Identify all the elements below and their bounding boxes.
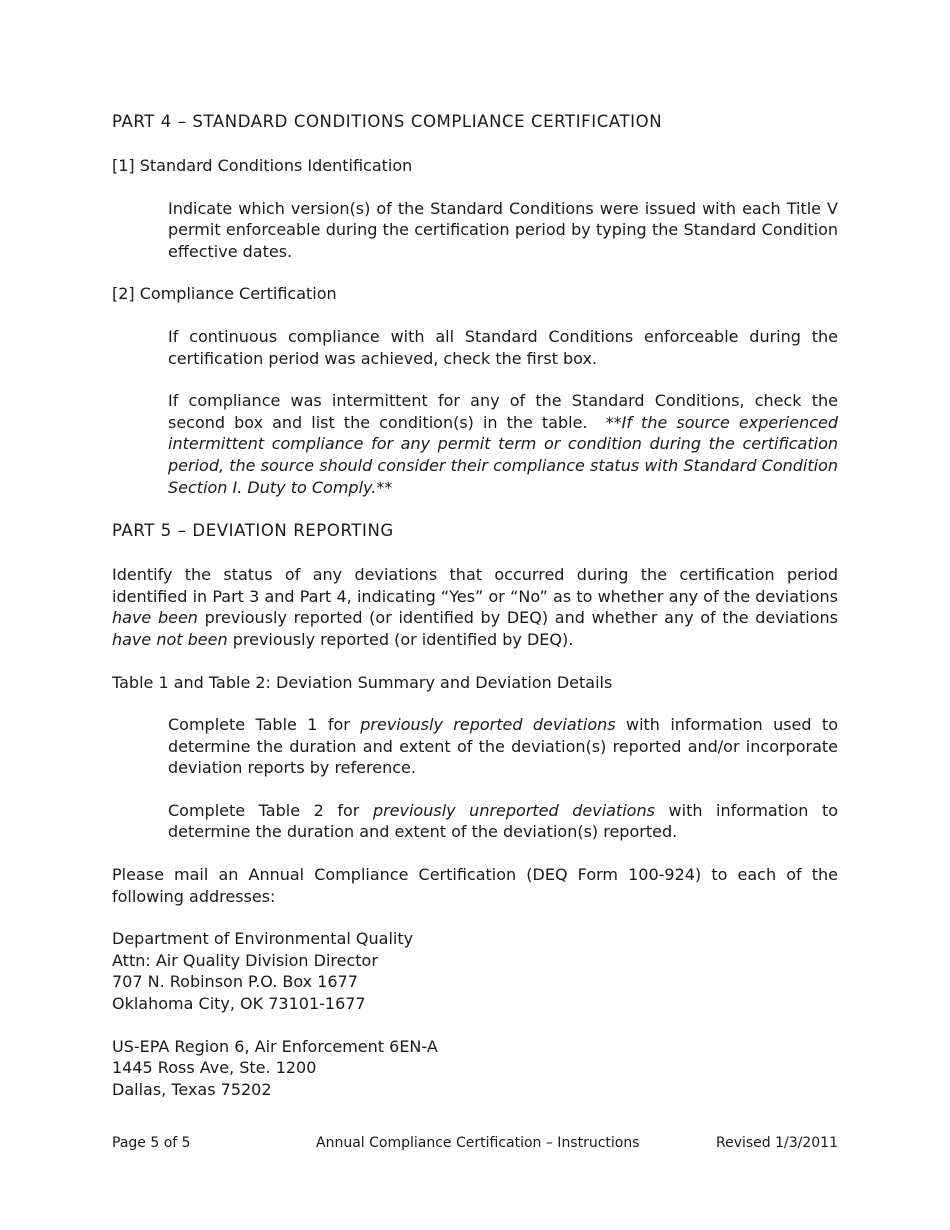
address-line: Dallas, Texas 75202 — [112, 1079, 272, 1099]
deviation-tables-title: Table 1 and Table 2: Deviation Summary and Deviation Details — [112, 672, 613, 692]
deviation-intro-e: previously reported (or identified by DEQ). — [232, 629, 574, 649]
part4-heading: PART 4 – STANDARD CONDITIONS COMPLIANCE CERTIFICATION — [112, 112, 663, 131]
table2-text-a: Complete Table 2 for — [168, 800, 360, 820]
epa-address — [112, 1036, 838, 1101]
compliance-certification-text-2-italic: **If the source experienced intermittent compliance for any permit term or condition during the certification period, the source should consider their compliance status with Standard Condition Section I. Duty to Comply.** — [168, 412, 839, 497]
document-page — [112, 110, 838, 1100]
mail-instructions: Please mail an Annual Compliance Certification (DEQ Form 100-924) to each of the following addresses: — [112, 865, 838, 906]
address-line: Department of Environmental Quality — [112, 929, 414, 949]
address-line: Oklahoma City, OK 73101-1677 — [112, 994, 366, 1014]
table2-text-c: with information to determine the duration and extent of the deviation(s) reported. — [168, 800, 839, 842]
table1-text-c: with information used to determine the duration and extent of the deviation(s) reported and/or incorporate deviation reports by reference. — [168, 715, 838, 778]
address-line: 1445 Ross Ave, Ste. 1200 — [112, 1058, 317, 1078]
standard-conditions-identification-title: [1] Standard Conditions Identification — [112, 156, 413, 175]
deviation-intro-c: previously reported (or identified by DEQ) and whether any of the deviations — [204, 608, 839, 628]
address-line: US-EPA Region 6, Air Enforcement 6EN-A — [112, 1036, 438, 1056]
address-line: 707 N. Robinson P.O. Box 1677 — [112, 972, 358, 992]
standard-conditions-identification-text: Indicate which version(s) of the Standard Conditions were issued with each Title V permit enforceable during the certification period by typing the Standard Condition effective dates. — [168, 198, 838, 261]
deviation-intro-text — [112, 564, 838, 650]
address-line: Attn: Air Quality Division Director — [112, 950, 378, 970]
page-footer — [112, 1132, 838, 1154]
table2-instructions — [112, 800, 838, 843]
deq-address — [112, 928, 838, 1014]
compliance-certification-text-1: If continuous compliance with all Standard Conditions enforceable during the certification period was achieved, check the first box. — [168, 326, 838, 368]
footer-page-number: Page 5 of 5 — [112, 1135, 191, 1151]
footer-revised-date: Revised 1/3/2011 — [715, 1135, 838, 1151]
table1-text-italic: previously reported deviations — [360, 715, 616, 735]
deviation-intro-have-not-been: have not been — [112, 629, 228, 649]
compliance-certification-title: [2] Compliance Certification — [112, 284, 337, 304]
deviation-intro-a: Identify the status of any deviations that occurred during the certification period identified in Part 3 and Part 4, indicating “Yes” or “No” as to whether any of the deviations — [112, 565, 838, 606]
table1-instructions — [112, 714, 838, 779]
part5-heading: PART 5 – DEVIATION REPORTING — [112, 521, 394, 541]
table1-text-a: Complete Table 1 for — [168, 715, 350, 735]
footer-document-title: Annual Compliance Certification – Instructions — [316, 1135, 640, 1151]
compliance-certification-text-2 — [112, 390, 838, 498]
deviation-intro-have-been: have been — [112, 608, 198, 628]
table2-text-italic: previously unreported deviations — [372, 800, 655, 820]
compliance-certification-text-2-plain: If compliance was intermittent for any of the Standard Conditions, check the second box and list the condition(s) in the table. — [168, 391, 838, 432]
